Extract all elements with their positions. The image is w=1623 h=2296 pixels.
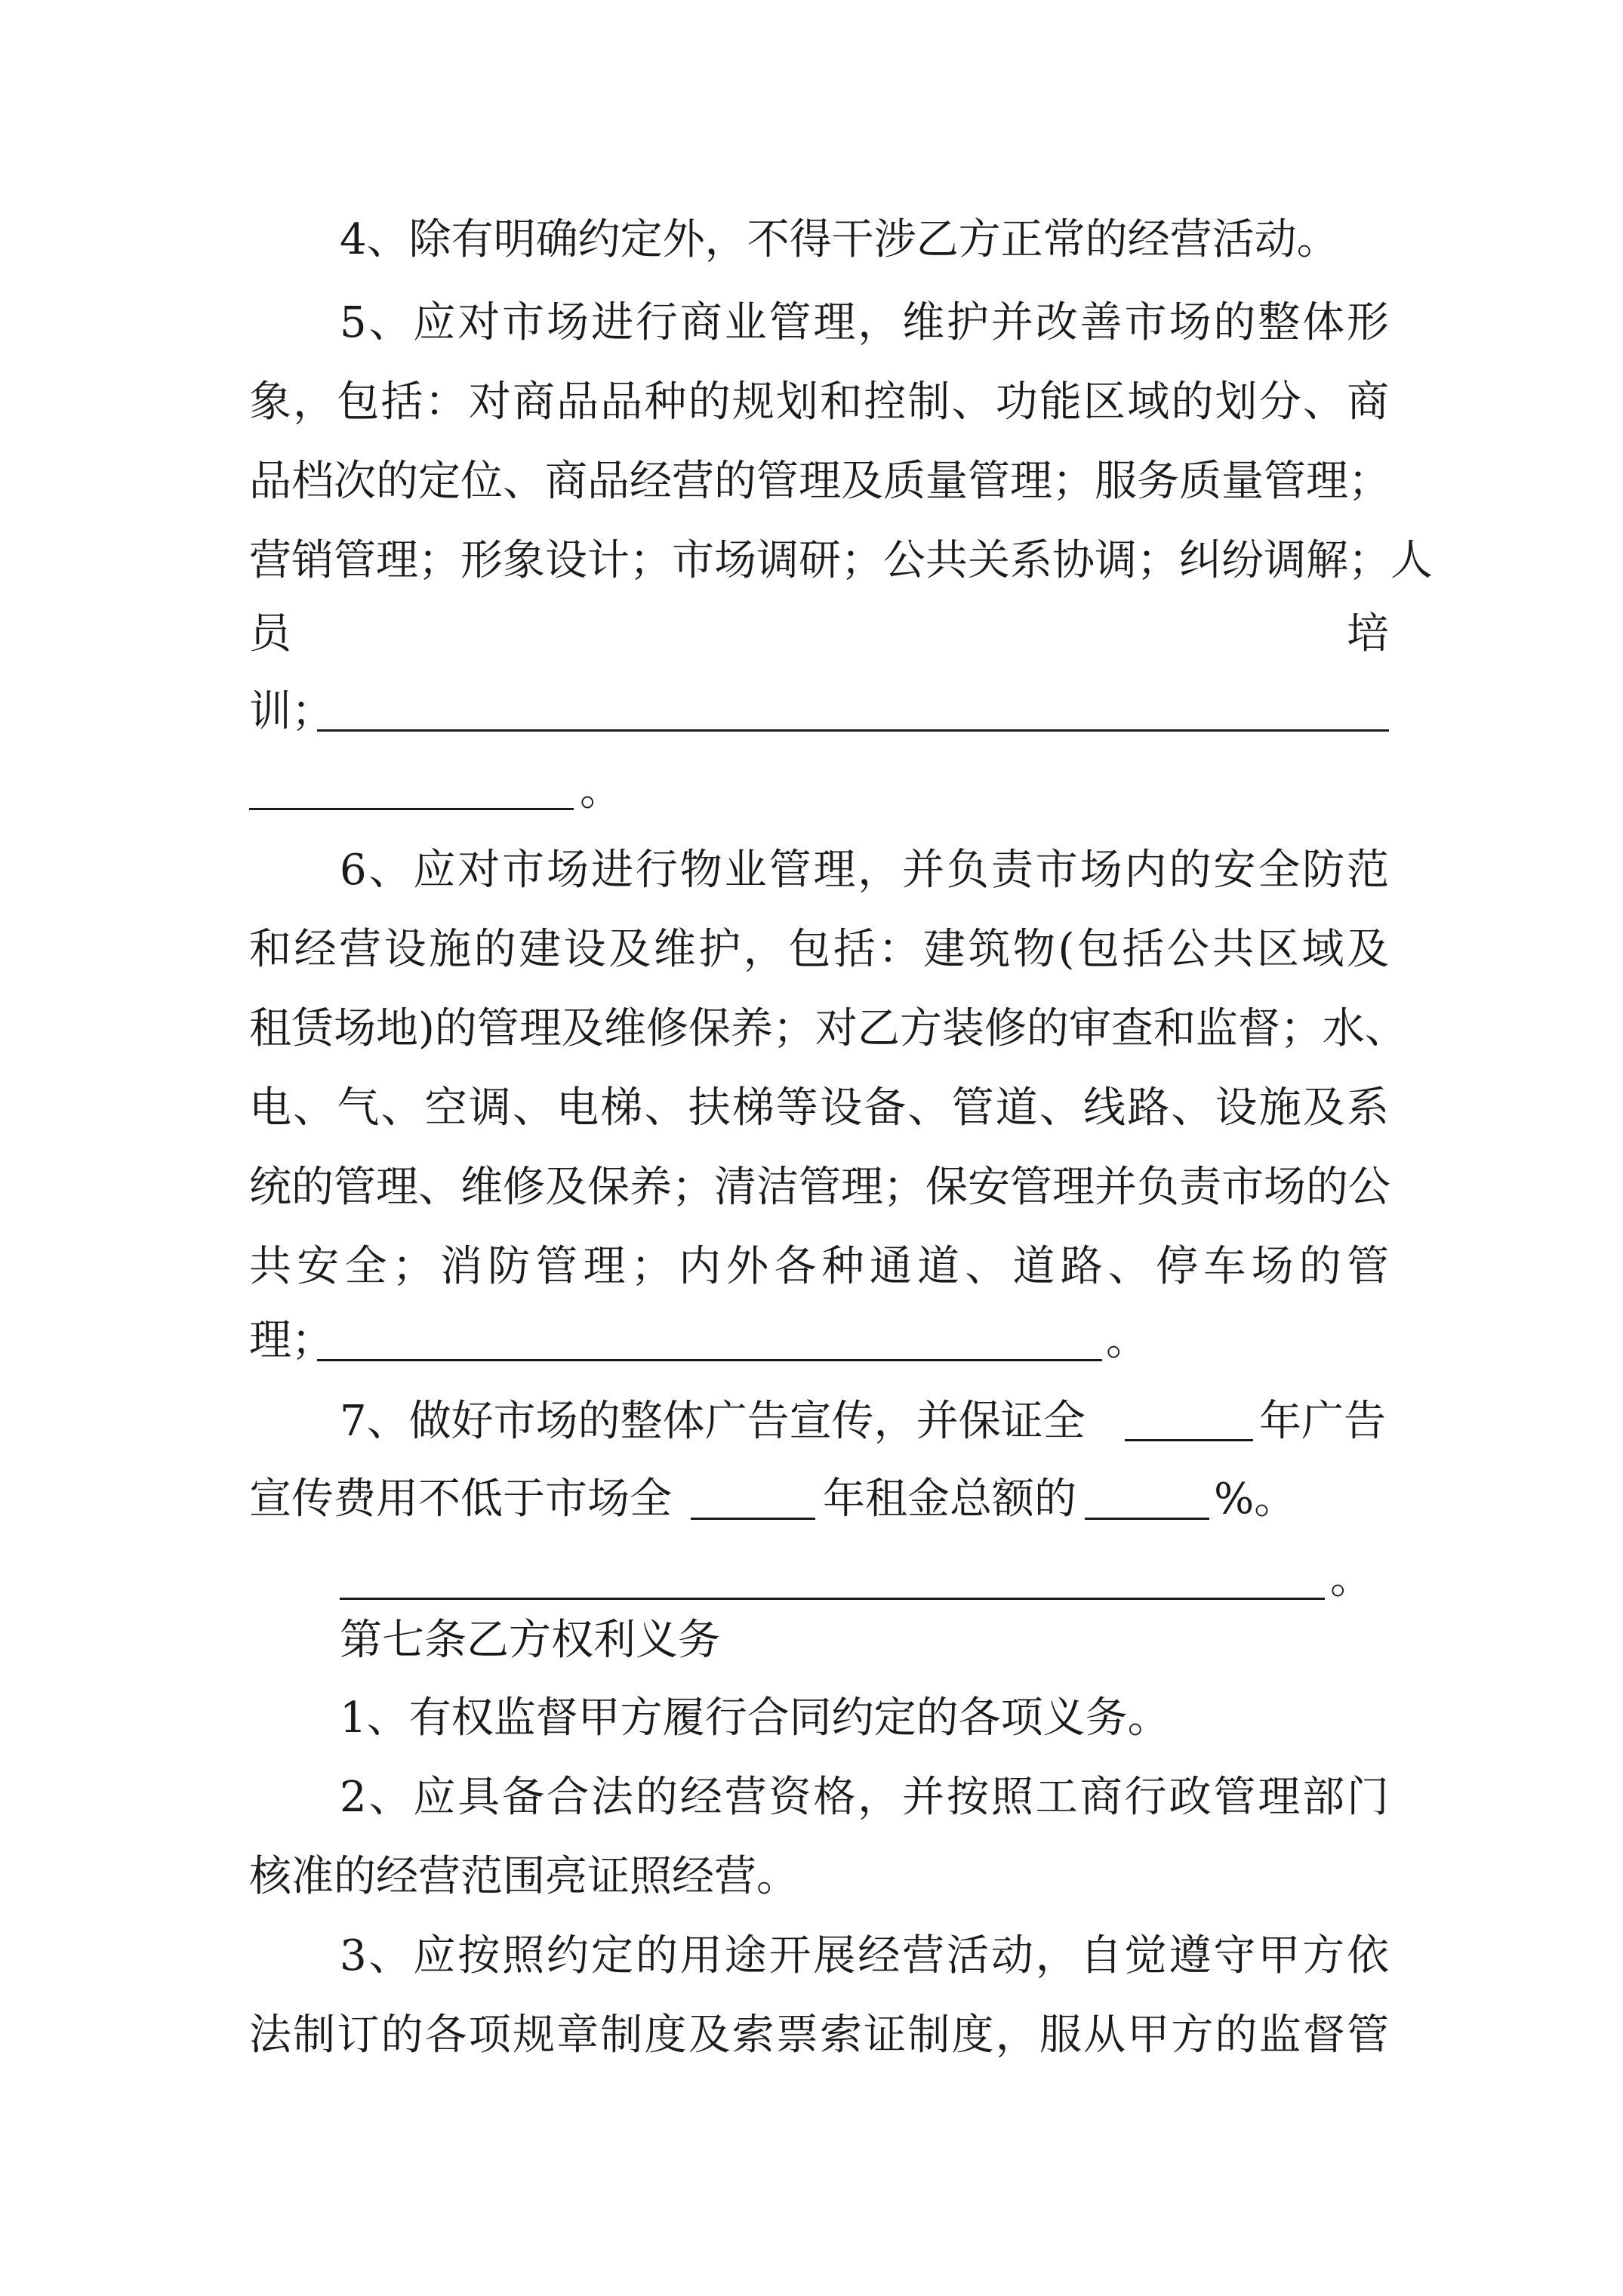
fill-in-blank [317,729,1389,732]
clause-6-item-5-line-4: 营销管理；形象设计；市场调研；公共关系协调；纠纷调解；人 [249,536,1433,585]
clause-6-item-7-line-2-start: 宣传费用不低于市场全 [249,1475,672,1524]
clause-6-item-5-line-3: 品档次的定位、商品经营的管理及质量管理；服务质量管理； [249,457,1390,506]
clause-6-item-7-line-1-start: 7、做好市场的整体广告宣传，并保证全 [340,1397,1086,1446]
clause-7-item-3-line-1: 3、应按照约定的用途开展经营活动，自觉遵守甲方依 [340,1931,1389,1980]
fill-in-blank [317,1359,1102,1361]
fill-in-blank [1125,1439,1253,1441]
clause-6-item-5-line-5-end: 培 [1347,609,1389,658]
fill-in-blank [691,1518,815,1520]
clause-7-item-1: 1、有权监督甲方履行合同约定的各项义务。 [340,1693,1170,1743]
clause-6-item-7-line-2-end: %。 [1214,1475,1297,1524]
fill-in-blank [340,1598,1325,1600]
clause-6-item-5-line-2: 象，包括：对商品品种的规划和控制、功能区域的划分、商 [249,378,1389,427]
clause-6-item-4: 4、除有明确约定外，不得干涉乙方正常的经营活动。 [340,215,1339,264]
clause-6-extra-end-mark: 。 [1330,1555,1372,1604]
clause-6-item-5-end-mark: 。 [580,766,622,815]
clause-7-item-2-line-1: 2、应具备合法的经营资格，并按照工商行政管理部门 [340,1773,1389,1822]
clause-6-item-6-end-mark: 。 [1106,1316,1148,1365]
clause-6-item-5-line-1: 5、应对市场进行商业管理，维护并改善市场的整体形 [340,298,1389,347]
clause-7-item-2-line-2: 核准的经营范围亮证照经营。 [249,1852,799,1901]
clause-7-item-3-line-2: 法制订的各项规章制度及索票索证制度，服从甲方的监督管 [249,2011,1389,2060]
clause-6-item-6-line-2: 和经营设施的建设及维护，包括：建筑物(包括公共区域及 [249,925,1389,974]
clause-6-item-6-line-5: 统的管理、维修及保养；清洁管理；保安管理并负责市场的公 [249,1163,1390,1212]
clause-6-item-5-line-6: 训； [249,687,334,736]
clause-6-item-6-line-6: 共安全；消防管理；内外各种通道、道路、停车场的管 [249,1242,1389,1291]
fill-in-blank [249,808,574,810]
clause-6-item-6-line-3: 租赁场地)的管理及维修保养；对乙方装修的审查和监督；水、 [249,1004,1407,1053]
fill-in-blank [1085,1518,1209,1520]
clause-6-item-6-line-1: 6、应对市场进行物业管理，并负责市场内的安全防范 [340,846,1389,895]
clause-6-item-6-line-7-start: 理； [249,1316,334,1365]
clause-6-item-7-line-2-mid: 年租金总额的 [823,1475,1076,1524]
clause-6-item-7-line-1-end: 年广告 [1259,1397,1386,1446]
clause-7-heading: 第七条乙方权利义务 [340,1616,720,1665]
clause-6-item-6-line-4: 电、气、空调、电梯、扶梯等设备、管道、线路、设施及系 [249,1083,1389,1133]
clause-6-item-5-line-5-start: 员 [249,609,291,658]
